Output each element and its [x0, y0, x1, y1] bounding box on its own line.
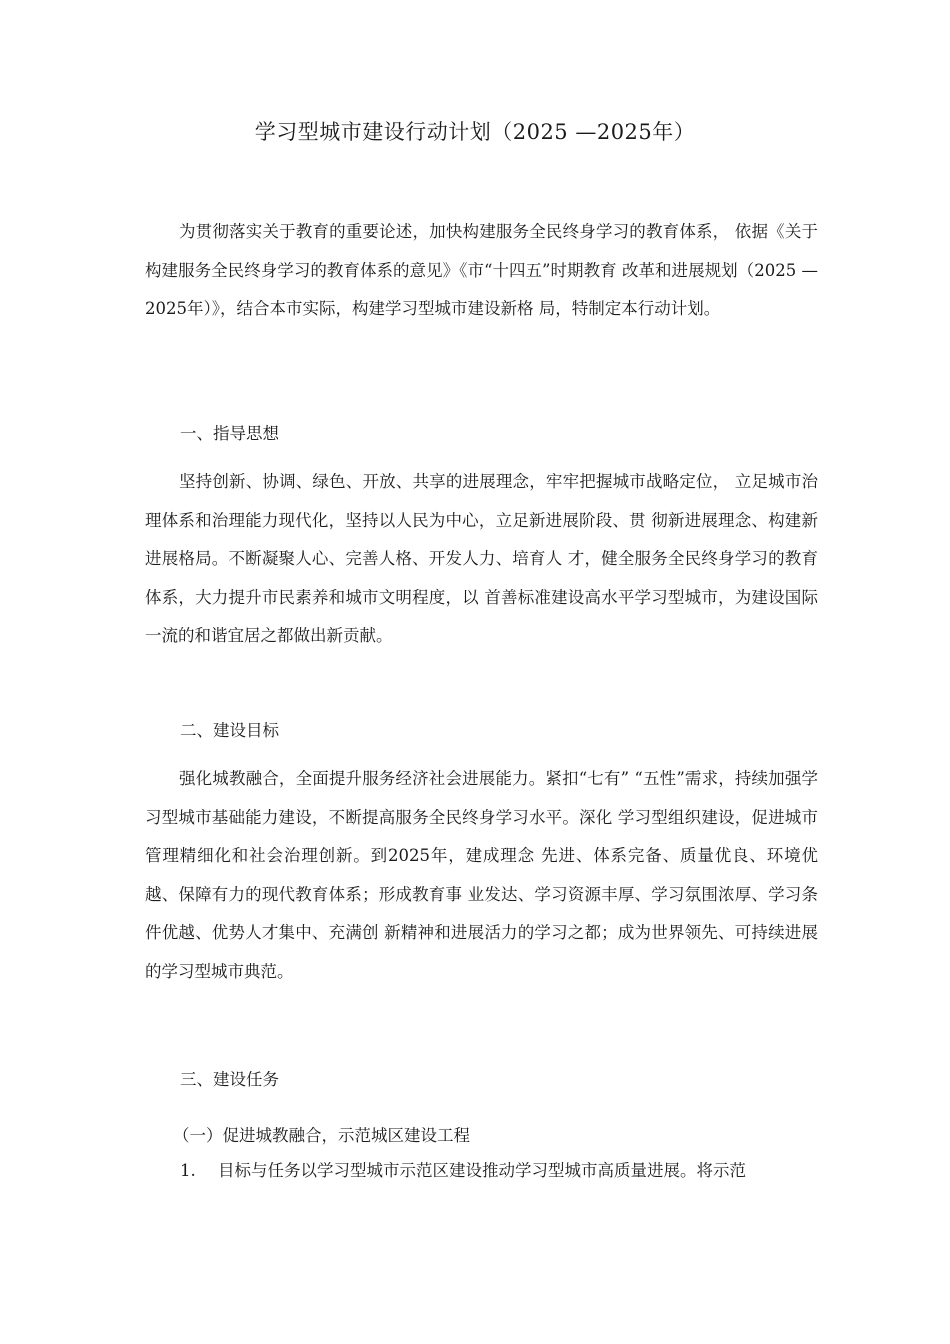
section-heading-goals: 二、建设目标 [180, 721, 279, 740]
section-heading-guiding-ideology: 一、指导思想 [180, 424, 279, 443]
intro-paragraph: 为贯彻落实关于教育的重要论述，加快构建服务全民终身学习的教育体系， 依据《关于构建服务全民终身学习的教育体系的意见》《市“十四五”时期教育 改革和进展规划（2025 —2025年）》，结合本市实际，构建学习型城市建设新格 局，特制定本行动计划。 [145, 222, 818, 319]
section-body-goals: 强化城教融合，全面提升服务经济社会进展能力。紧扣“七有” “五性”需求，持续加强学习型城市基础能力建设，不断提高服务全民终身学习水平。深化 学习型组织建设，促进城市管理精细化和社会治理创新。到2025年，建成理念 先进、体系完备、质量优良、环境优越、保障有力的现代教育体系；形成教育事 业发达、学习资源丰厚、学习氛围浓厚、学习条件优越、优势人才集中、充满创 新精神和进展活力的学习之都；成为世界领先、可持续进展的学习型城市典范。 [145, 769, 818, 981]
section-body-guiding-ideology: 坚持创新、协调、绿色、开放、共享的进展理念，牢牢把握城市战略定位， 立足城市治理体系和治理能力现代化，坚持以人民为中心，立足新进展阶段、贯 彻新进展理念、构建新进展格局。不断凝聚人心、完善人格、开发人力、培育人 才，健全服务全民终身学习的教育体系，大力提升市民素养和城市文明程度，以 首善标准建设高水平学习型城市，为建设国际一流的和谐宜居之都做出新贡献。 [145, 472, 818, 646]
item-text: 目标与任务以学习型城市示范区建设推动学习型城市高质量进展。将示范 [218, 1161, 746, 1180]
section-heading-tasks: 三、建设任务 [180, 1070, 279, 1089]
numbered-item-1 [180, 1157, 820, 1185]
subsection-heading-1: （一）促进城教融合，示范城区建设工程 [173, 1126, 470, 1145]
item-number: 1. [180, 1161, 196, 1180]
document-title: 学习型城市建设行动计划（2025 —2025年） [254, 120, 696, 144]
